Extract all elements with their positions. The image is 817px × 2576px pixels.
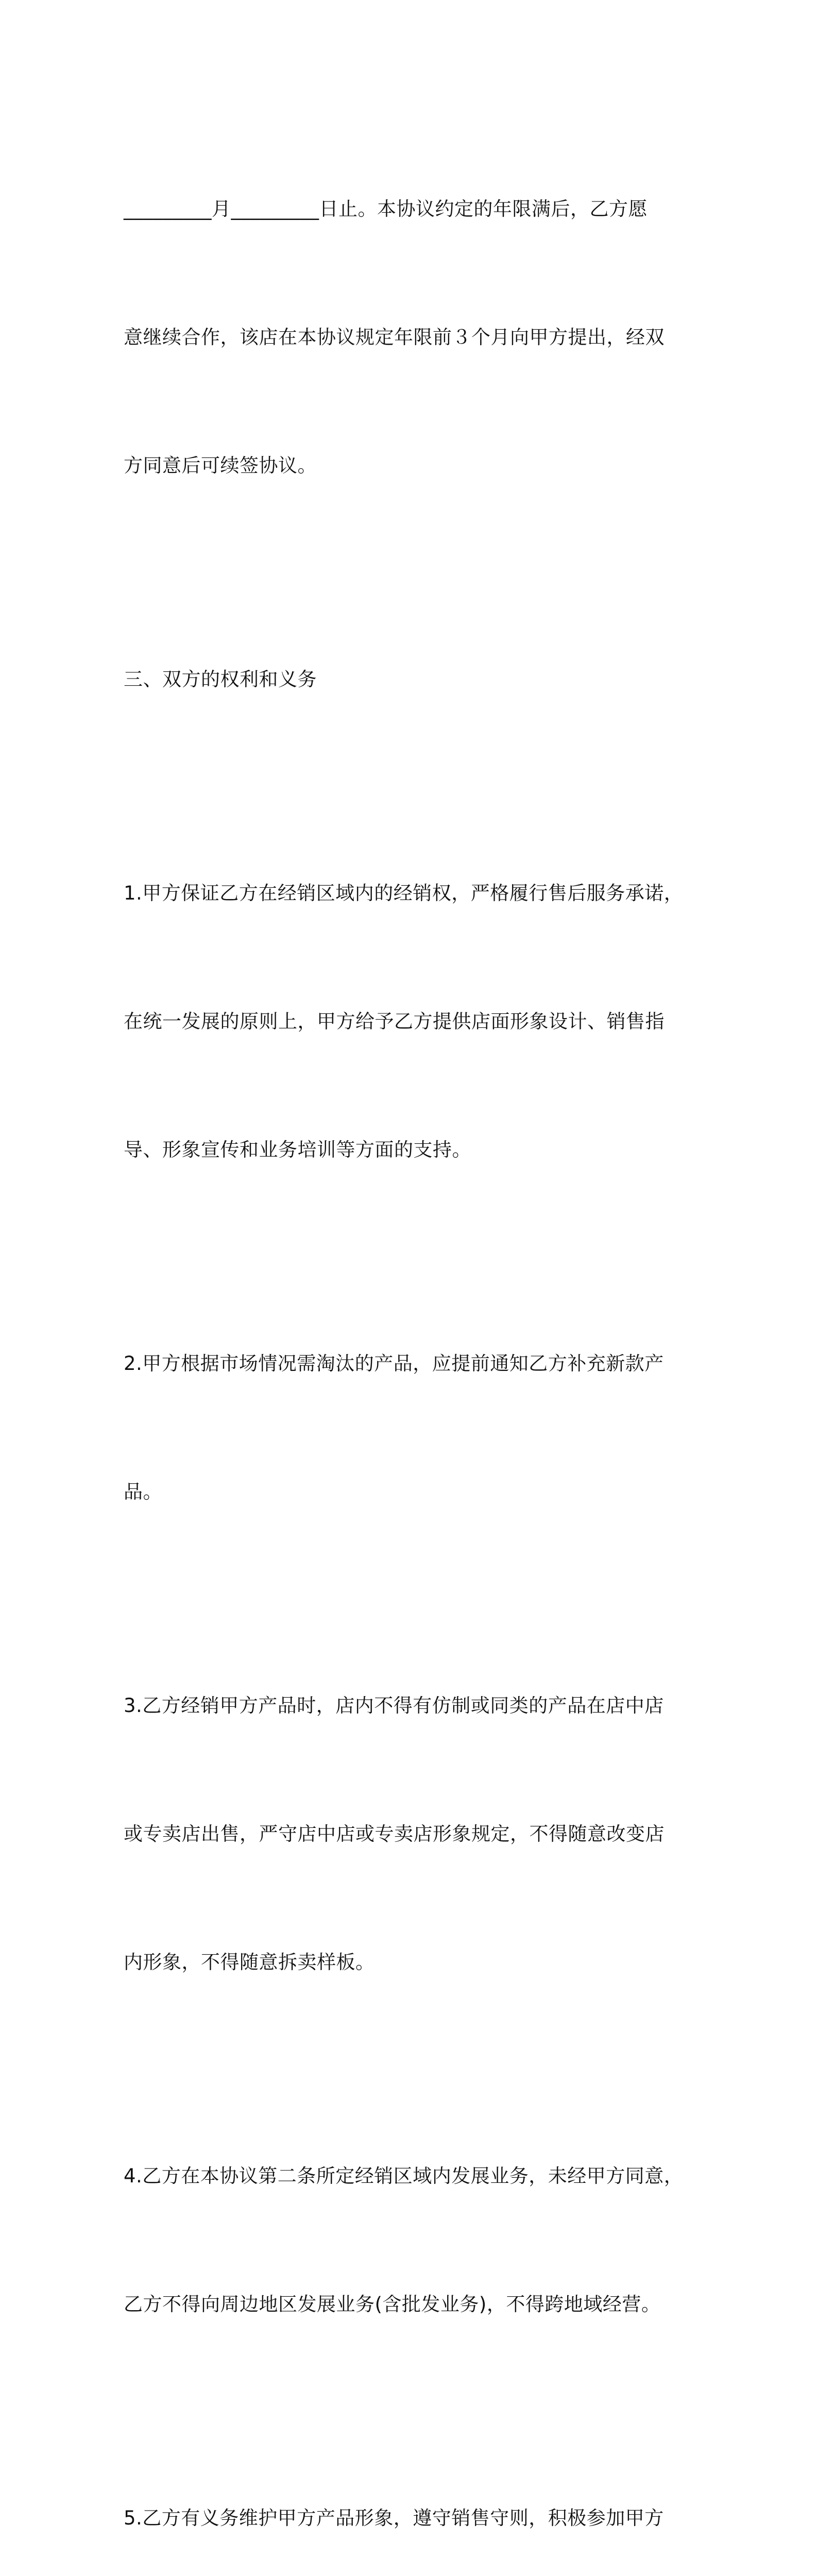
text-line: 3.乙方经销甲方产品时，店内不得有仿制或同类的产品在店中店 [124,1694,664,1717]
clause-5 [124,2411,706,2576]
paragraph-term-renewal [124,102,706,572]
text-line: 2.甲方根据市场情况需淘汰的产品，应提前通知乙方补充新款产 [124,1352,664,1375]
text-line: 或专卖店出售，严守店中店或专卖店形象规定，不得随意改变店 [124,1823,665,1845]
text-line: 导、形象宣传和业务培训等方面的支持。 [124,1139,471,1161]
text-line: 5.乙方有义务维护甲方产品形象，遵守销售守则，积极参加甲方 [124,2507,664,2529]
text-line: 方同意后可续签协议。 [124,454,317,477]
clause-1 [124,786,706,1257]
clause-2 [124,1257,706,1599]
text-line: 意继续合作，该店在本协议规定年限前３个月向甲方提出，经双 [124,326,665,348]
section-heading: 三、双方的权利和义务 [124,668,317,690]
text-line: 品。 [124,1481,162,1503]
text-line: 1.甲方保证乙方在经销区域内的经销权，严格履行售后服务承诺， [124,882,684,904]
clause-3 [124,1599,706,2069]
text-line: 4.乙方在本协议第二条所定经销区域内发展业务，未经甲方同意， [124,2165,684,2187]
text-line: 在统一发展的原则上，甲方给予乙方提供店面形象设计、销售指 [124,1010,665,1032]
text-line: 乙方不得向周边地区发展业务(含批发业务)，不得跨地域经营。 [124,2293,661,2315]
section-heading-rights-obligations [124,572,706,786]
text-line: 内形象，不得随意拆卖样板。 [124,1951,375,1973]
text-line: _________月_________日止。本协议约定的年限满后，乙方愿 [124,198,648,220]
clause-4 [124,2069,706,2411]
document-body [124,102,706,2576]
